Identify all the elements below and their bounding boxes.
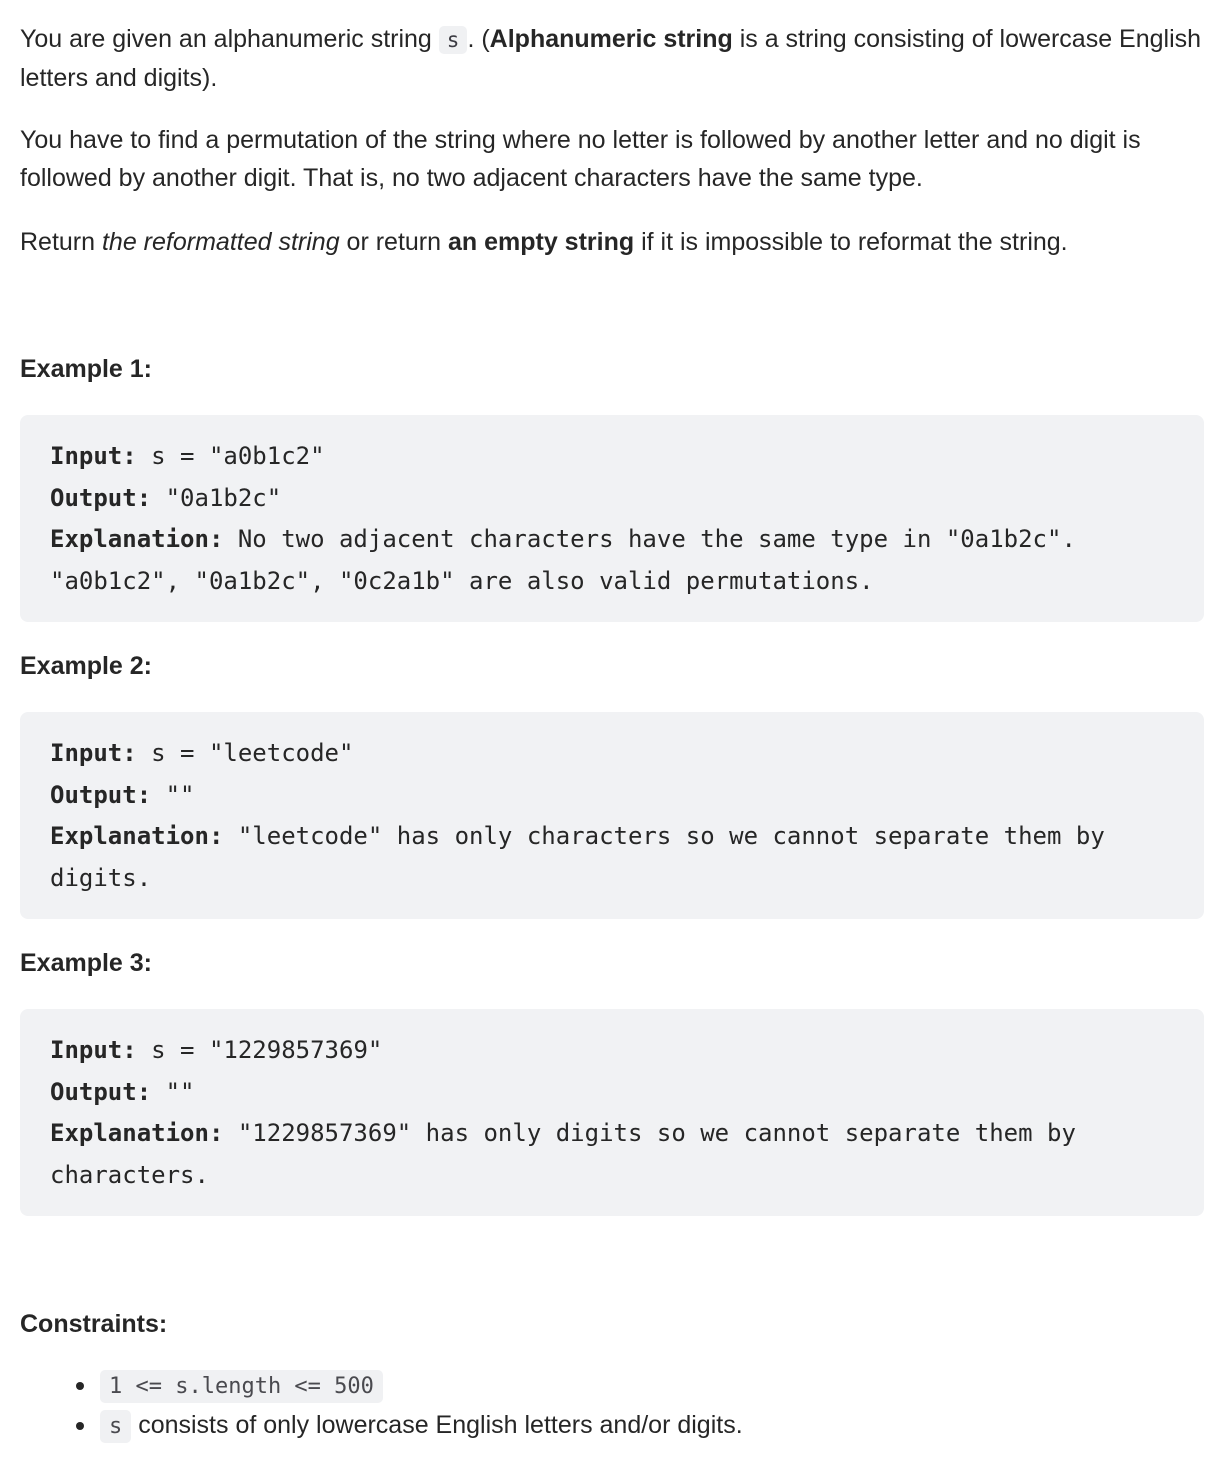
intro-paragraph-3: Return the reformatted string or return an empty string if it is impossible to reformat the string. — [20, 228, 1068, 256]
constraint-item-2: s consists of only lowercase English letters and/or digits. — [100, 1406, 1204, 1446]
constraints-title: Constraints: — [20, 1310, 168, 1338]
example-1-explanation: No two adjacent characters have the same type in "0a1b2c". "a0b1c2", "0a1b2c", "0c2a1b" are also valid permutations. — [50, 525, 1091, 595]
example-3-explanation: "1229857369" has only digits so we cannot separate them by characters. — [50, 1119, 1091, 1189]
explanation-label: Explanation: — [50, 525, 224, 553]
example-1-input: s = "a0b1c2" — [136, 442, 325, 470]
input-label: Input: — [50, 739, 137, 767]
example-2-explanation: "leetcode" has only characters so we cannot separate them by digits. — [50, 822, 1120, 892]
example-2-output: "" — [151, 780, 195, 809]
output-label: Output: — [50, 483, 152, 512]
example-3-output: "" — [151, 1077, 195, 1106]
example-3-input: s = "1229857369" — [136, 1036, 383, 1064]
example-2-input: s = "leetcode" — [136, 739, 354, 767]
constraint-item-1 — [100, 1366, 1204, 1406]
inline-code-s: s — [439, 26, 468, 54]
example-1-title: Example 1: — [20, 355, 153, 383]
example-3-title: Example 3: — [20, 949, 153, 977]
constraint-length-code: 1 <= s.length <= 500 — [100, 1370, 383, 1403]
example-1-block — [20, 415, 1204, 622]
output-label: Output: — [50, 780, 152, 809]
example-1-output: "0a1b2c" — [151, 483, 282, 512]
explanation-label: Explanation: — [50, 822, 224, 850]
example-2-block — [20, 712, 1204, 919]
explanation-label: Explanation: — [50, 1119, 224, 1147]
example-2-title: Example 2: — [20, 652, 153, 680]
constraints-list — [20, 1366, 1204, 1446]
constraint-s-code: s — [100, 1410, 131, 1443]
intro-paragraph-2: You have to find a permutation of the string where no letter is followed by another letter and no digit is followed by another digit. That is, no two adjacent characters have the same type. — [20, 126, 1141, 192]
term-alphanumeric-string: Alphanumeric string — [489, 25, 733, 53]
input-label: Input: — [50, 442, 137, 470]
example-3-block — [20, 1009, 1204, 1216]
output-label: Output: — [50, 1077, 152, 1106]
input-label: Input: — [50, 1036, 137, 1064]
intro-paragraph-1: You are given an alphanumeric string s . (Alphanumeric string is a string consisting of lowercase English letters and digits). — [20, 25, 1202, 92]
